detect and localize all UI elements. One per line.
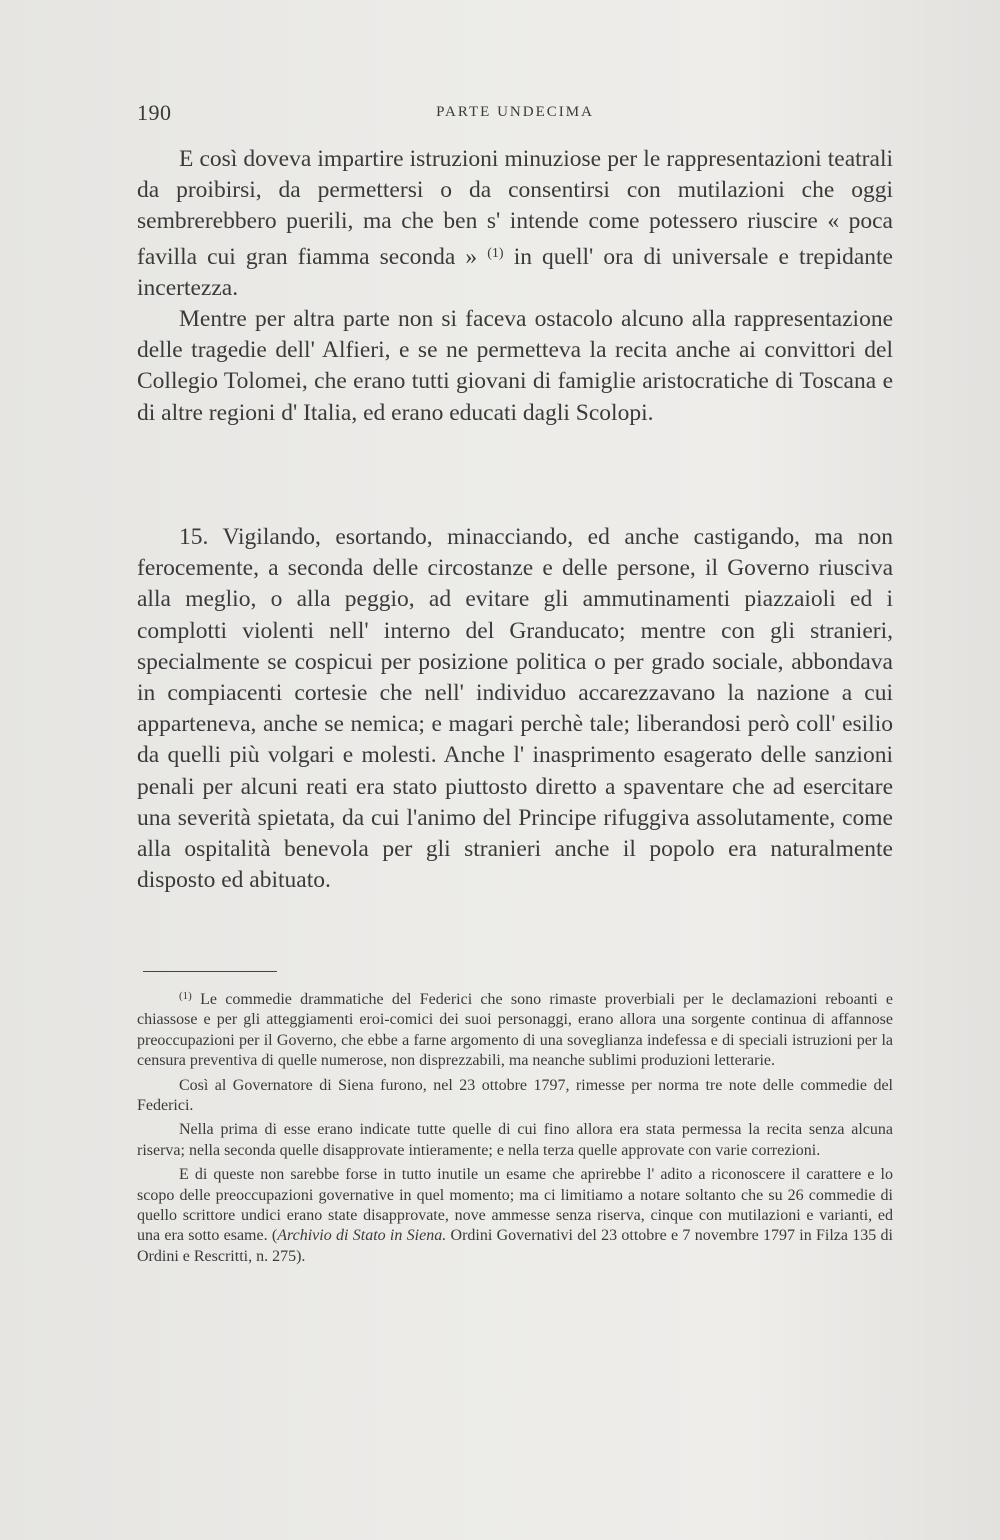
footnote-paragraph-4 — [137, 1165, 893, 1267]
footnotes — [137, 986, 893, 1271]
footnote-marker: (1) — [179, 990, 192, 1002]
footnote-1 — [137, 986, 893, 1072]
paragraph-1-tail: in quell' ora di universale e trepidante incertezza. — [137, 243, 893, 301]
body-block-2 — [137, 522, 893, 896]
body-block-1 — [137, 144, 893, 429]
running-title: PARTE UNDECIMA — [436, 104, 594, 120]
footnote-paragraph-2: Così al Governatore di Siena furono, nel 23 ottobre 1797, rimesse per norma tre note delle commedie del Federici. — [137, 1076, 893, 1115]
footnote-reference: (1) — [487, 245, 504, 261]
paragraph-1-text: E così doveva impartire istruzioni minuziose per le rappresentazioni teatrali da proibirsi, da permettersi o da consentirsi con mutilazioni che oggi sembrerebbero puerili, ma che ben s' intende come potessero riuscire « poca favilla cui gran fiamma seconda » — [137, 146, 893, 270]
paragraph-15: 15. Vigilando, esortando, minacciando, ed anche castigando, ma non ferocemente, a seconda delle circostanze e delle persone, il Governo riusciva alla meglio, o alla peggio, ad evitare gli ammutinamenti piazzaioli ed i complotti violenti nell' interno del Granducato; mentre con gli stranieri, specialmente se cospicui per posizione politica o per grado sociale, abbondava in compiacenti cortesie che nell' individuo accarezzavano la nazione a cui apparteneva, anche se nemica; e magari perchè tale; liberandosi però coll' esilio da quelli più volgari e molesti. Anche l' inasprimento esagerato delle sanzioni penali per alcuni reati era stato piuttosto diretto a spaventare che ad esercitare una severità spietata, da cui l'animo del Principe rifuggiva assolutamente, come alla ospitalità benevola per gli stranieri anche il popolo era naturalmente disposto ed abituato. — [137, 524, 893, 894]
page-number: 190 — [137, 100, 172, 125]
footnote-divider — [143, 971, 277, 972]
archive-citation: Archivio di Stato in Siena. — [277, 1227, 447, 1245]
footnote-paragraph-3: Nella prima di esse erano indicate tutte quelle di cui fino allora era stata permessa la recita senza alcuna riserva; nella seconda quelle disapprovate intieramente; e nella terza quelle approvate con varie correzioni. — [137, 1121, 893, 1159]
paragraph-1 — [137, 144, 893, 304]
footnote-4-start: E di queste non sarebbe forse in tutto inutile un esame che aprirebbe l' adito a riconoscere il carattere e lo scopo delle preoccupazioni governative in quel momento; ma ci limitiamo a notare soltanto che su 26 commedie di quello scrittore undici erano state disapprovate, nove ammesse senza riserva, cinque con mutilazioni e varianti, ed una era sotto esame. ( — [137, 1166, 893, 1245]
footnote-1-text: Le commedie drammatiche del Federici che sono rimaste proverbiali per le declamazioni reboanti e chiassose e per gli atteggiamenti eroi-comici dei suoi personaggi, erano allora una sorgente continua di affannose preoccupazioni per il Governo, che ebbe a farne argomento di una soveglianza indefessa e di speciali istruzioni per la censura preventiva di quelle numerose, non disprezzabili, ma neanche sublimi produzioni letterarie. — [137, 991, 893, 1070]
paragraph-2: Mentre per altra parte non si faceva ostacolo alcuno alla rappresentazione delle tragedie dell' Alfieri, e se ne permetteva la recita anche ai convittori del Collegio Tolomei, che erano tutti giovani di famiglie aristocratiche di Toscana e di altre regioni d' Italia, ed erano educati dagli Scolopi. — [137, 306, 893, 426]
footnote-4-end: Ordini Governativi del 23 ottobre e 7 novembre 1797 in Filza 135 di Ordini e Rescritti, n. 275). — [137, 1227, 894, 1265]
page-header — [137, 100, 893, 130]
